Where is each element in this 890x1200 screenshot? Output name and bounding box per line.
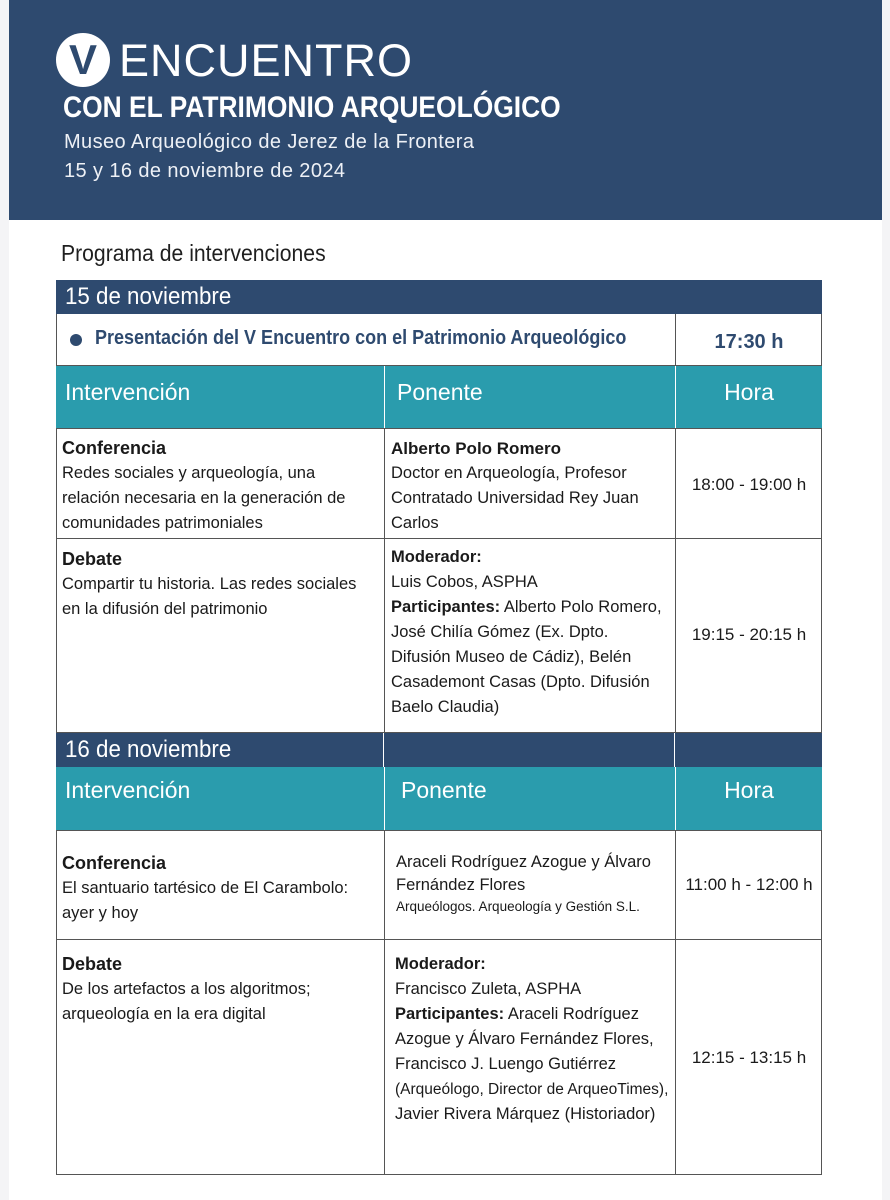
presentation-text: Presentación del V Encuentro con el Patrimonio Arqueológico xyxy=(95,327,627,349)
intervention-title-line: El santuario tartésico de El Carambolo: xyxy=(62,879,349,897)
day1-bar xyxy=(56,280,822,314)
intervention-title-line: Compartir tu historia. Las redes sociales xyxy=(62,575,357,593)
speaker-line: Contratado Universidad Rey Juan xyxy=(391,489,639,507)
hour-cell: 12:15 - 13:15 h xyxy=(691,1048,807,1067)
bar-divider xyxy=(383,733,384,767)
day2-column-header xyxy=(56,767,822,830)
day2-label: 16 de noviembre xyxy=(65,736,232,763)
intervention-title-line: en la difusión del patrimonio xyxy=(62,600,268,618)
speaker-line: Doctor en Arqueología, Profesor xyxy=(391,464,627,482)
col-speaker: Ponente xyxy=(401,777,487,803)
participants-line: Casademont Casas (Dpto. Difusión xyxy=(391,673,650,691)
moderator-name: Luis Cobos, ASPHA xyxy=(391,573,538,591)
intervention-type: Debate xyxy=(62,954,123,974)
intervention-cell xyxy=(62,851,380,926)
table-row xyxy=(56,830,822,940)
header-divider xyxy=(384,767,385,830)
participants-line: Javier Rivera Márquez (Historiador) xyxy=(395,1105,656,1123)
moderator-name: Francisco Zuleta, ASPHA xyxy=(395,980,582,998)
intervention-cell xyxy=(62,952,380,1027)
participant-first: Alberto Polo Romero, xyxy=(503,598,662,616)
hour-cell: 19:15 - 20:15 h xyxy=(691,625,807,644)
participants-line: (Arqueólogo, Director de ArqueoTimes), xyxy=(395,1081,669,1098)
presentation-row xyxy=(56,314,822,366)
program-page xyxy=(9,0,882,1200)
speaker-cell xyxy=(396,851,674,917)
day1-label: 15 de noviembre xyxy=(65,283,232,310)
intervention-title-line: ayer y hoy xyxy=(62,904,139,922)
section-title: Programa de intervenciones xyxy=(61,240,326,266)
participants-line: Difusión Museo de Cádiz), Belén xyxy=(391,648,632,666)
col-intervention: Intervención xyxy=(65,379,191,405)
intervention-title-line: arqueología en la era digital xyxy=(62,1005,266,1023)
edition-logo: V xyxy=(56,33,110,87)
intervention-cell xyxy=(62,547,380,622)
participant-first: Araceli Rodríguez xyxy=(507,1005,639,1023)
intervention-type: Debate xyxy=(62,549,123,569)
participants-line xyxy=(395,1002,674,1027)
bar-divider xyxy=(674,733,675,767)
speaker-name: Alberto Polo Romero xyxy=(391,439,562,458)
participants-label: Participantes: xyxy=(395,1005,505,1023)
moderator-label: Moderador: xyxy=(391,548,482,566)
speaker-cell xyxy=(391,436,673,536)
col-hour: Hora xyxy=(724,777,774,803)
participants-line: José Chilía Gómez (Ex. Dpto. xyxy=(391,623,609,641)
speaker-cell xyxy=(391,545,673,720)
intervention-cell xyxy=(62,436,380,536)
table-row xyxy=(56,539,822,733)
participants-line: Azogue y Álvaro Fernández Flores, xyxy=(395,1030,654,1048)
presentation-hour: 17:30 h xyxy=(714,331,784,353)
hour-cell: 18:00 - 19:00 h xyxy=(691,475,807,494)
intervention-title-line: De los artefactos a los algoritmos; xyxy=(62,980,311,998)
cell-divider xyxy=(384,940,385,1174)
speaker-cell xyxy=(395,952,674,1127)
intervention-title-line: Redes sociales y arqueología, una xyxy=(62,464,316,482)
speaker-line: Carlos xyxy=(391,514,439,532)
event-venue: Museo Arqueológico de Jerez de la Frontera xyxy=(64,131,475,153)
intervention-type: Conferencia xyxy=(62,853,167,873)
event-title: ENCUENTRO xyxy=(119,35,414,86)
intervention-title-line: relación necesaria en la generación de xyxy=(62,489,346,507)
speaker-line: Fernández Flores xyxy=(396,876,526,894)
event-dates: 15 y 16 de noviembre de 2024 xyxy=(64,160,346,182)
participants-line: Francisco J. Luengo Gutiérrez xyxy=(395,1055,617,1073)
header-divider xyxy=(384,366,385,428)
cell-divider xyxy=(384,539,385,732)
speaker-note: Arqueólogos. Arqueología y Gestión S.L. xyxy=(396,899,640,914)
participants-label: Participantes: xyxy=(391,598,501,616)
participants-line: Baelo Claudia) xyxy=(391,698,500,716)
moderator-label: Moderador: xyxy=(395,955,486,973)
day2-bar xyxy=(56,733,822,767)
participants-line xyxy=(391,595,673,620)
col-hour: Hora xyxy=(724,379,774,405)
bullet-icon xyxy=(70,334,82,346)
intervention-type: Conferencia xyxy=(62,438,167,458)
hour-cell: 11:00 h - 12:00 h xyxy=(685,875,813,894)
day1-column-header xyxy=(56,366,822,428)
col-speaker: Ponente xyxy=(397,379,483,405)
col-intervention: Intervención xyxy=(65,777,191,803)
table-row xyxy=(56,940,822,1175)
speaker-line: Araceli Rodríguez Azogue y Álvaro xyxy=(396,853,651,871)
table-row xyxy=(56,428,822,539)
event-subtitle: CON EL PATRIMONIO ARQUEOLÓGICO xyxy=(63,91,561,124)
cell-divider xyxy=(384,831,385,939)
header-banner xyxy=(9,0,882,220)
intervention-title-line: comunidades patrimoniales xyxy=(62,514,263,532)
cell-divider xyxy=(384,429,385,538)
